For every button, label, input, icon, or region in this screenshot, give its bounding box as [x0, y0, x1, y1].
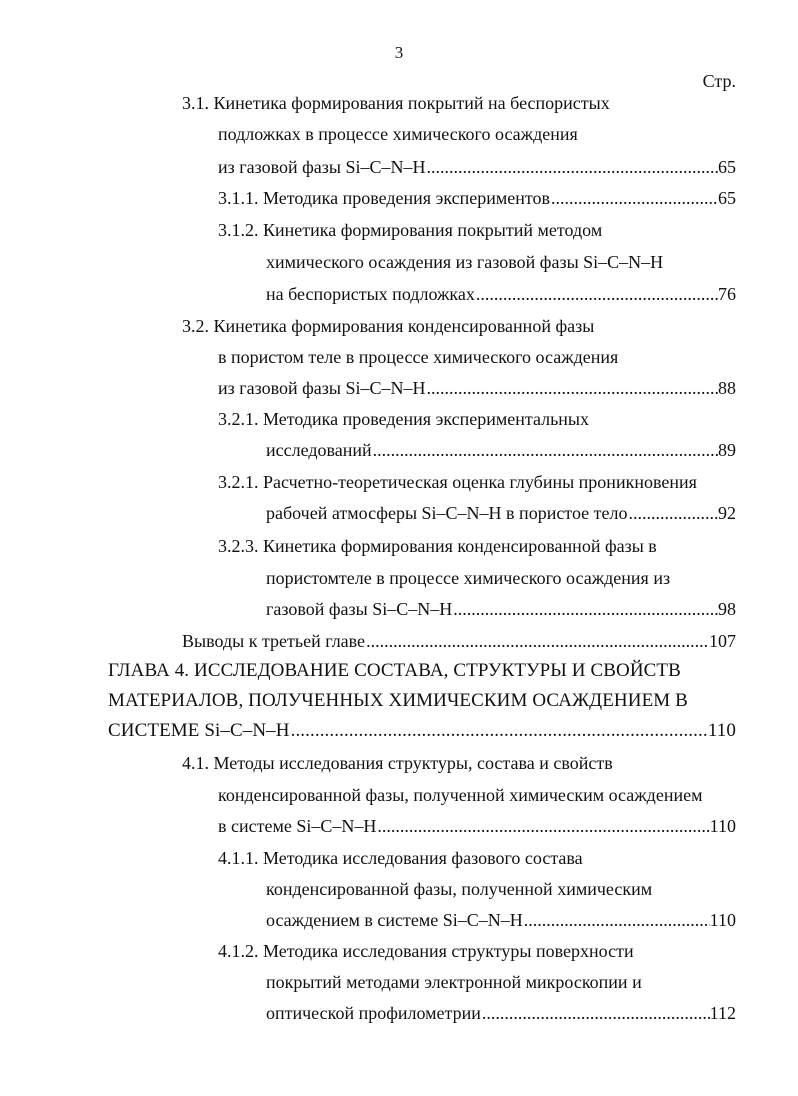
toc-line	[218, 533, 657, 559]
toc-page-number: 76	[718, 284, 736, 304]
leader-dots	[482, 1000, 710, 1026]
toc-line-text: 4.1. Методы исследования структуры, состава и свойств	[182, 753, 613, 773]
toc-line-text: пористомтеле в процессе химического осаждения из	[266, 568, 671, 588]
toc-line-text: 3.1. Кинетика формирования покрытий на беспористых	[182, 93, 610, 113]
toc-entry	[266, 281, 736, 307]
leader-dots	[551, 185, 718, 211]
toc-line-text: 3.2.3. Кинетика формирования конденсированной фазы в	[218, 536, 657, 556]
toc-line	[218, 469, 697, 495]
toc-line-text: на беспористых подложках	[266, 284, 475, 304]
toc-line-text: 4.1.1. Методика исследования фазового состава	[218, 848, 583, 868]
leader-dots	[476, 281, 718, 307]
toc-line	[182, 313, 594, 339]
toc-line	[182, 90, 610, 116]
toc-entry	[218, 375, 736, 401]
leader-dots	[366, 628, 709, 654]
page-column-header: Стр.	[702, 71, 736, 91]
toc-line-text: в пористом теле в процессе химического осаждения	[218, 347, 619, 367]
toc-line-text: подложках в процессе химического осаждения	[218, 124, 578, 144]
toc-entry	[266, 1000, 736, 1026]
toc-entry	[218, 813, 736, 839]
toc-line	[218, 121, 578, 147]
toc-chapter-line	[108, 658, 681, 684]
page-number: 3	[394, 43, 404, 62]
toc-line-text: исследований	[266, 440, 372, 460]
toc-line	[218, 782, 702, 808]
toc-page-number: 98	[718, 599, 736, 619]
toc-line-text: в системе Si–C–N–H	[218, 816, 377, 836]
leader-dots	[629, 500, 719, 526]
toc-line	[218, 406, 589, 432]
toc-page-number: 92	[718, 503, 736, 523]
toc-line-text: 3.1.2. Кинетика формирования покрытий методом	[218, 220, 603, 240]
toc-entry	[266, 596, 736, 622]
toc-page-number: 112	[709, 1003, 736, 1023]
leader-dots	[291, 718, 708, 744]
toc-chapter-line	[108, 688, 688, 714]
toc-page-number: 88	[718, 378, 736, 398]
toc-line-text: ГЛАВА 4. ИССЛЕДОВАНИЕ СОСТАВА, СТРУКТУРЫ И СВОЙСТВ	[108, 660, 681, 681]
toc-entry	[218, 154, 736, 180]
toc-line	[218, 217, 602, 243]
toc-line-text: конденсированной фазы, полученной химическим осаждением	[218, 785, 703, 805]
leader-dots	[453, 596, 718, 622]
toc-line	[218, 344, 618, 370]
toc-line-text: химического осаждения из газовой фазы Si–C–N–H	[266, 252, 664, 272]
toc-line-text: из газовой фазы Si–C–N–H	[218, 157, 426, 177]
leader-dots	[373, 437, 718, 463]
leader-dots	[524, 907, 710, 933]
toc-page-number: 65	[718, 157, 736, 177]
toc-line-text: из газовой фазы Si–C–N–H	[218, 378, 426, 398]
toc-entry	[218, 185, 736, 211]
toc-page-number: 65	[718, 188, 736, 208]
toc-line-text: СИСТЕМЕ Si–C–N–H	[108, 720, 290, 741]
toc-line	[266, 249, 663, 275]
toc-entry	[182, 628, 736, 654]
toc-page-number: 110	[709, 910, 736, 930]
toc-line	[218, 938, 634, 964]
toc-entry	[266, 500, 736, 526]
toc-line	[266, 876, 652, 902]
toc-entry	[266, 437, 736, 463]
leader-dots	[427, 375, 718, 401]
toc-line-text: осаждением в системе Si–C–N–H	[266, 910, 523, 930]
toc-line	[266, 969, 642, 995]
toc-page-number: 110	[707, 720, 736, 741]
toc-line-text: оптической профилометрии	[266, 1003, 481, 1023]
toc-page-number: 110	[709, 816, 736, 836]
leader-dots	[377, 813, 709, 839]
toc-page-number: 107	[709, 631, 736, 651]
toc-line	[218, 845, 583, 871]
toc-line	[266, 565, 670, 591]
toc-line-text: конденсированной фазы, полученной химическим	[266, 879, 653, 899]
toc-line-text: МАТЕРИАЛОВ, ПОЛУЧЕННЫХ ХИМИЧЕСКИМ ОСАЖДЕНИЕМ В	[108, 690, 688, 711]
toc-entry	[266, 907, 736, 933]
toc-line-text: 3.2.1. Методика проведения экспериментальных	[218, 409, 590, 429]
leader-dots	[427, 154, 718, 180]
toc-line-text: 3.1.1. Методика проведения экспериментов	[218, 188, 550, 208]
toc-line-text: Выводы к третьей главе	[182, 631, 366, 651]
toc-line-text: рабочей атмосферы Si–C–N–H в пористое тело	[266, 503, 628, 523]
toc-line-text: газовой фазы Si–C–N–H	[266, 599, 453, 619]
toc-line-text: 4.1.2. Методика исследования структуры поверхности	[218, 941, 634, 961]
toc-line-text: покрытий методами электронной микроскопии и	[266, 972, 642, 992]
toc-line	[182, 750, 613, 776]
toc-line-text: 3.2. Кинетика формирования конденсированной фазы	[182, 316, 595, 336]
toc-line-text: 3.2.1. Расчетно-теоретическая оценка глубины проникновения	[218, 472, 697, 492]
toc-page-number: 89	[718, 440, 736, 460]
toc-chapter-entry	[108, 718, 736, 744]
